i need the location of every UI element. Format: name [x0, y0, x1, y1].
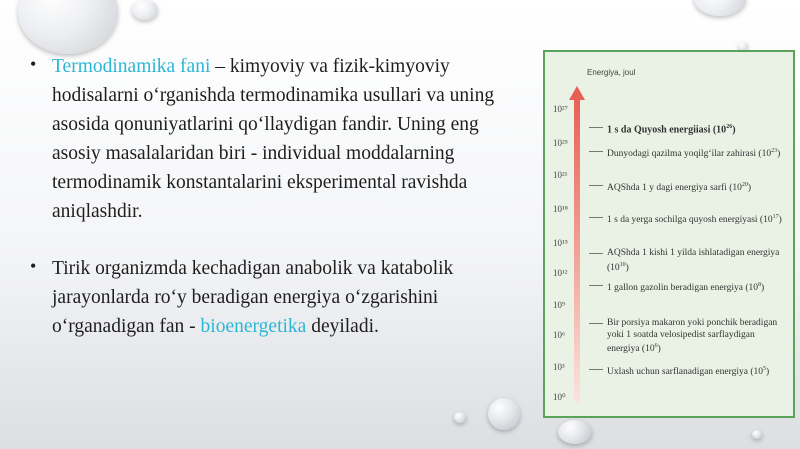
- entry-dash: [589, 369, 603, 370]
- energy-entry: Dunyodagi qazilma yoqilg‘ilar zahirasi $(10^{23})$: [607, 148, 781, 160]
- energy-entry-power: 8: [757, 282, 761, 288]
- term-highlight: Termodinamika fani: [52, 56, 211, 77]
- energy-entry-power: 20: [741, 182, 748, 188]
- entry-dash: [589, 151, 603, 152]
- energy-entry-text: 1 s da yerga sochilga quyosh energiyasi (10: [607, 215, 773, 226]
- energy-entry: 1 s da Quyosh energiiasi $(10^{26})$: [607, 124, 736, 136]
- energy-entry: Uxlash uchun sarflanadigan energiya $(10^5)$: [607, 366, 770, 378]
- energy-entry-power: 26: [726, 124, 733, 130]
- energy-entry-power: 6: [654, 343, 658, 349]
- entry-dash: [589, 185, 603, 186]
- energy-entry: 1 s da yerga sochilga quyosh energiyasi $(10^{17})$: [607, 214, 782, 226]
- energy-entry-text: Bir porsiya makaron yoki ponchik beradigan yoki 1 soatda velosipedist sarflaydigan energiya (10: [607, 318, 778, 355]
- decorative-water-drop: [18, 0, 118, 54]
- entry-dash: [589, 217, 603, 218]
- energy-entry-text: 1 gallon gazolin beradigan energiya (10: [607, 283, 758, 294]
- decorative-water-drop: [694, 0, 746, 16]
- decorative-water-drop: [752, 430, 762, 439]
- scale-tick-label: 10³: [553, 362, 565, 372]
- scale-tick-label: 10²¹: [553, 170, 568, 180]
- bullet-text: – kimyoviy va fizik-kimyoviy hodisalarni o‘rganishda termodinamika usullari va uning asosida qonuniyatlarini qo‘llaydigan fandir. Uning eng asosiy masalalaridan biri - individual moddalarning termodinamik konstantalarini eksperimental ravishda aniqlashdir.: [52, 56, 495, 222]
- energy-entry-text: AQShda 1 kishi 1 yilda ishlatadigan energiya (10: [607, 248, 780, 273]
- scale-tick-label: 10⁰: [553, 392, 566, 402]
- decorative-water-drop: [454, 412, 466, 423]
- energy-entry-power: 10: [619, 261, 626, 268]
- scale-tick-label: 10¹⁸: [553, 204, 568, 214]
- scale-tick-label: 10¹²: [553, 268, 568, 278]
- energy-entry: AQShda 1 kishi 1 yilda ishlatadigan energiya $(10^{10})$: [607, 248, 780, 273]
- energy-scale-figure: [543, 50, 795, 418]
- bullet-text: deyiladi.: [306, 316, 379, 337]
- bullet-icon: •: [30, 256, 37, 276]
- scale-tick-label: 10¹⁵: [553, 238, 568, 248]
- bullet-icon: •: [30, 54, 37, 74]
- energy-arrow-icon: [569, 86, 585, 402]
- bullet-item-bioenergetics: [30, 254, 510, 341]
- scale-tick-label: 10²⁵: [553, 138, 568, 148]
- axis-title: Energiya, joul: [587, 68, 636, 77]
- bullet-text: Tirik organizmda kechadigan anabolik va katabolik jarayonlarda ro‘y beradigan energiya o‘zgarishini o‘rganadigan fan -: [52, 258, 454, 337]
- scale-tick-label: 10²⁷: [553, 104, 568, 114]
- energy-entry-text: Dunyodagi qazilma yoqilg‘ilar zahirasi (10: [607, 149, 772, 160]
- scale-tick-label: 10⁹: [553, 300, 566, 310]
- decorative-water-drop: [558, 420, 592, 444]
- entry-dash: [589, 127, 603, 128]
- entry-dash: [589, 285, 603, 286]
- entry-dash: [589, 253, 603, 254]
- bullet-list: [30, 52, 510, 341]
- energy-entry-text: 1 s da Quyosh energiiasi (10: [607, 124, 727, 136]
- decorative-water-drop: [132, 0, 158, 20]
- energy-entry: Bir porsiya makaron yoki ponchik beradigan yoki 1 soatda velosipedist sarflaydigan energiya $(10^6)$: [607, 318, 778, 355]
- decorative-water-drop: [488, 398, 520, 430]
- energy-entry-power: 17: [772, 214, 779, 220]
- decorative-water-drop: [738, 42, 748, 50]
- energy-entry: 1 gallon gazolin beradigan energiya $(10^8)$: [607, 282, 765, 294]
- energy-entry: AQShda 1 y dagi energiya sarfi $(10^{20})$: [607, 182, 752, 194]
- scale-tick-label: 10⁶: [553, 330, 566, 340]
- term-highlight: bioenergetika: [200, 316, 307, 337]
- bullet-item-thermodynamics: [30, 52, 510, 226]
- energy-entry-power: 23: [771, 148, 778, 154]
- energy-entry-power: 5: [763, 366, 766, 372]
- energy-entry-text: AQShda 1 y dagi energiya sarfi (10: [607, 183, 742, 194]
- energy-entry-text: Uxlash uchun sarflanadigan energiya (10: [607, 367, 763, 378]
- entry-dash: [589, 323, 603, 324]
